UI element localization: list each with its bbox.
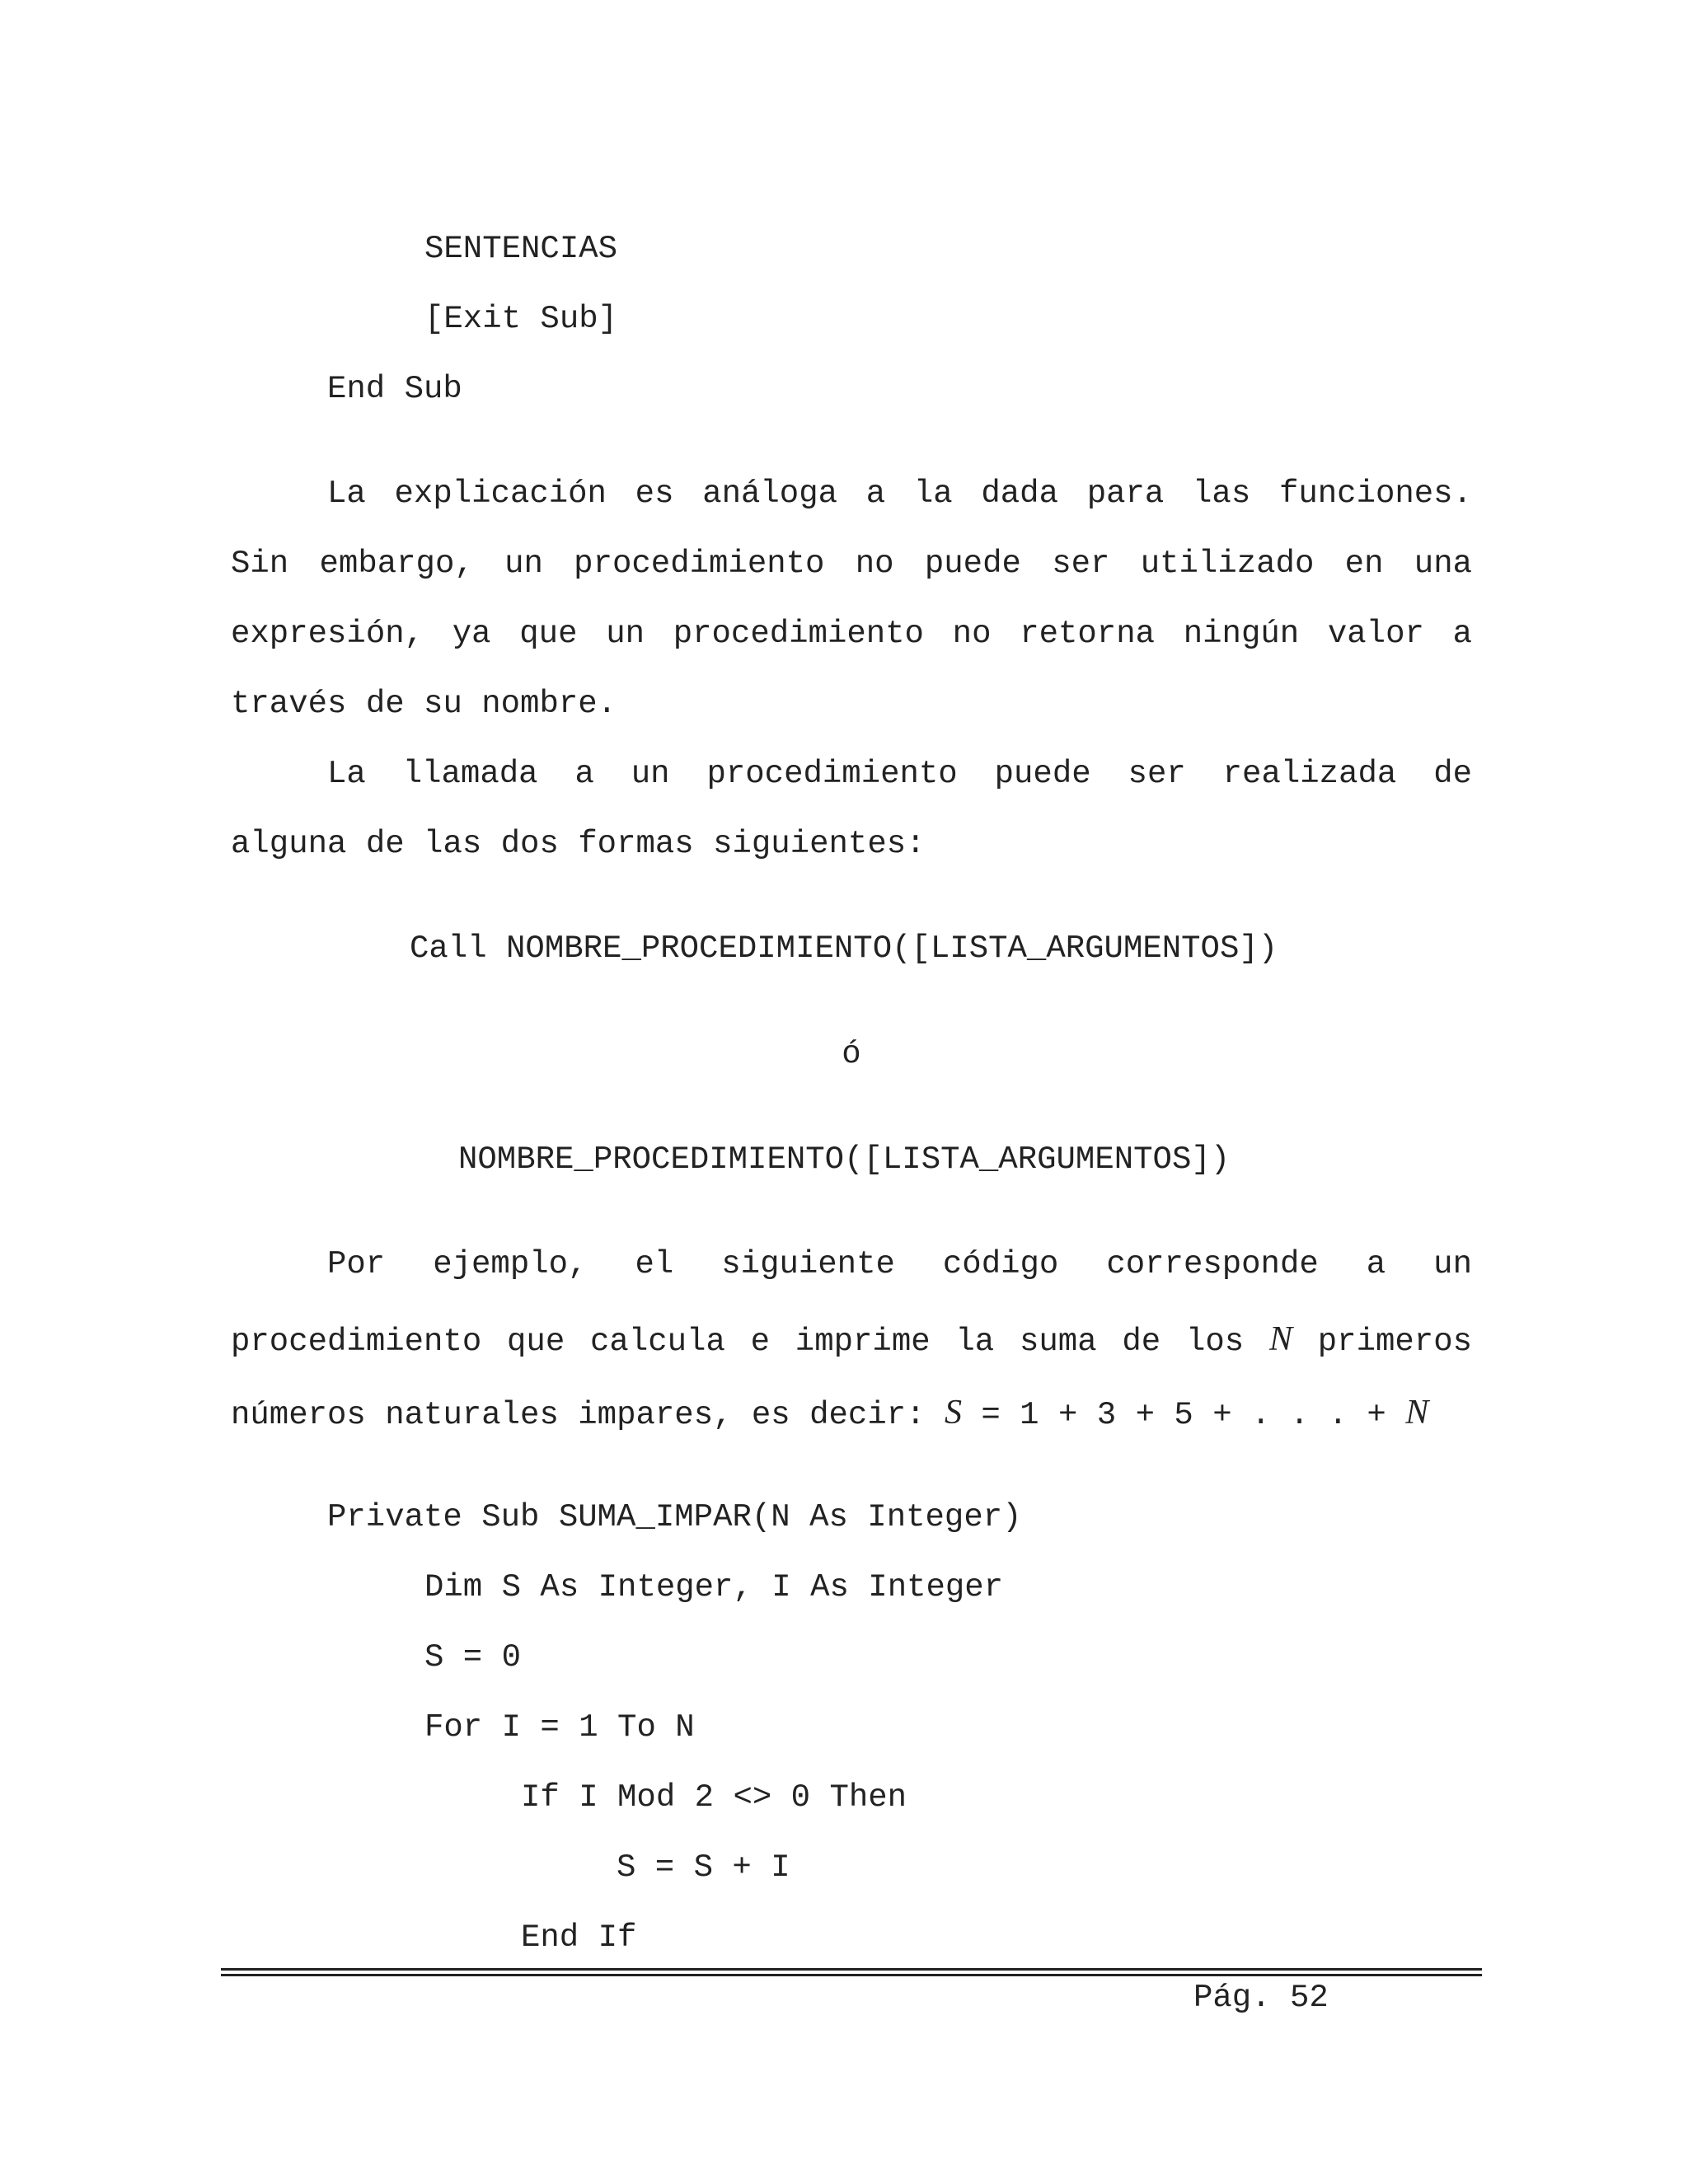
call-form-1: Call NOMBRE_PROCEDIMIENTO([LISTA_ARGUMENTOS]) <box>410 930 1278 967</box>
paragraph3-line2 <box>231 1322 1472 1358</box>
paragraph3-line3 <box>231 1395 1428 1432</box>
variable-s: S <box>944 1394 962 1432</box>
paragraph3-line1: Por ejemplo, el siguiente código corresponde a un <box>327 1246 1472 1282</box>
code-example-line7: End If <box>521 1919 637 1956</box>
sum-expression: = 1 + 3 + 5 + . . . + <box>981 1397 1386 1433</box>
variable-n: N <box>1268 1320 1292 1358</box>
call-forms-separator: ó <box>842 1036 861 1072</box>
paragraph2-line1: La llamada a un procedimiento puede ser realizada de <box>327 756 1472 792</box>
code-example-line5: If I Mod 2 <> 0 Then <box>521 1779 907 1816</box>
paragraph3-line2-text-a: procedimiento que calcula e imprime la suma de los <box>231 1324 1245 1360</box>
code-line-sentencias: SENTENCIAS <box>424 231 618 267</box>
paragraph1-line2: Sin embargo, un procedimiento no puede ser utilizado en una <box>231 546 1472 582</box>
paragraph1-line1: La explicación es análoga a la dada para las funciones. <box>327 476 1472 512</box>
call-form-2: NOMBRE_PROCEDIMIENTO([LISTA_ARGUMENTOS]) <box>458 1141 1231 1178</box>
footer-rule-top <box>221 1968 1482 1971</box>
paragraph1-line3: expresión, ya que un procedimiento no retorna ningún valor a <box>231 616 1472 652</box>
footer-rule-bottom <box>221 1974 1482 1976</box>
code-example-line2: Dim S As Integer, I As Integer <box>424 1569 1004 1605</box>
paragraph3-line2-text-b: primeros <box>1317 1324 1472 1360</box>
code-example-line1: Private Sub SUMA_IMPAR(N As Integer) <box>327 1499 1022 1535</box>
paragraph2-line2: alguna de las dos formas siguientes: <box>231 826 926 862</box>
code-line-end-sub: End Sub <box>327 371 462 407</box>
paragraph3-line3-text: números naturales impares, es decir: <box>231 1397 926 1433</box>
page-number: Pág. 52 <box>1193 1980 1329 2016</box>
code-example-line6: S = S + I <box>617 1849 790 1886</box>
paragraph1-line4: través de su nombre. <box>231 686 617 722</box>
code-example-line4: For I = 1 To N <box>424 1709 695 1746</box>
code-example-line3: S = 0 <box>424 1639 522 1675</box>
code-line-exit-sub: [Exit Sub] <box>424 301 618 337</box>
variable-n-end: N <box>1405 1394 1429 1432</box>
